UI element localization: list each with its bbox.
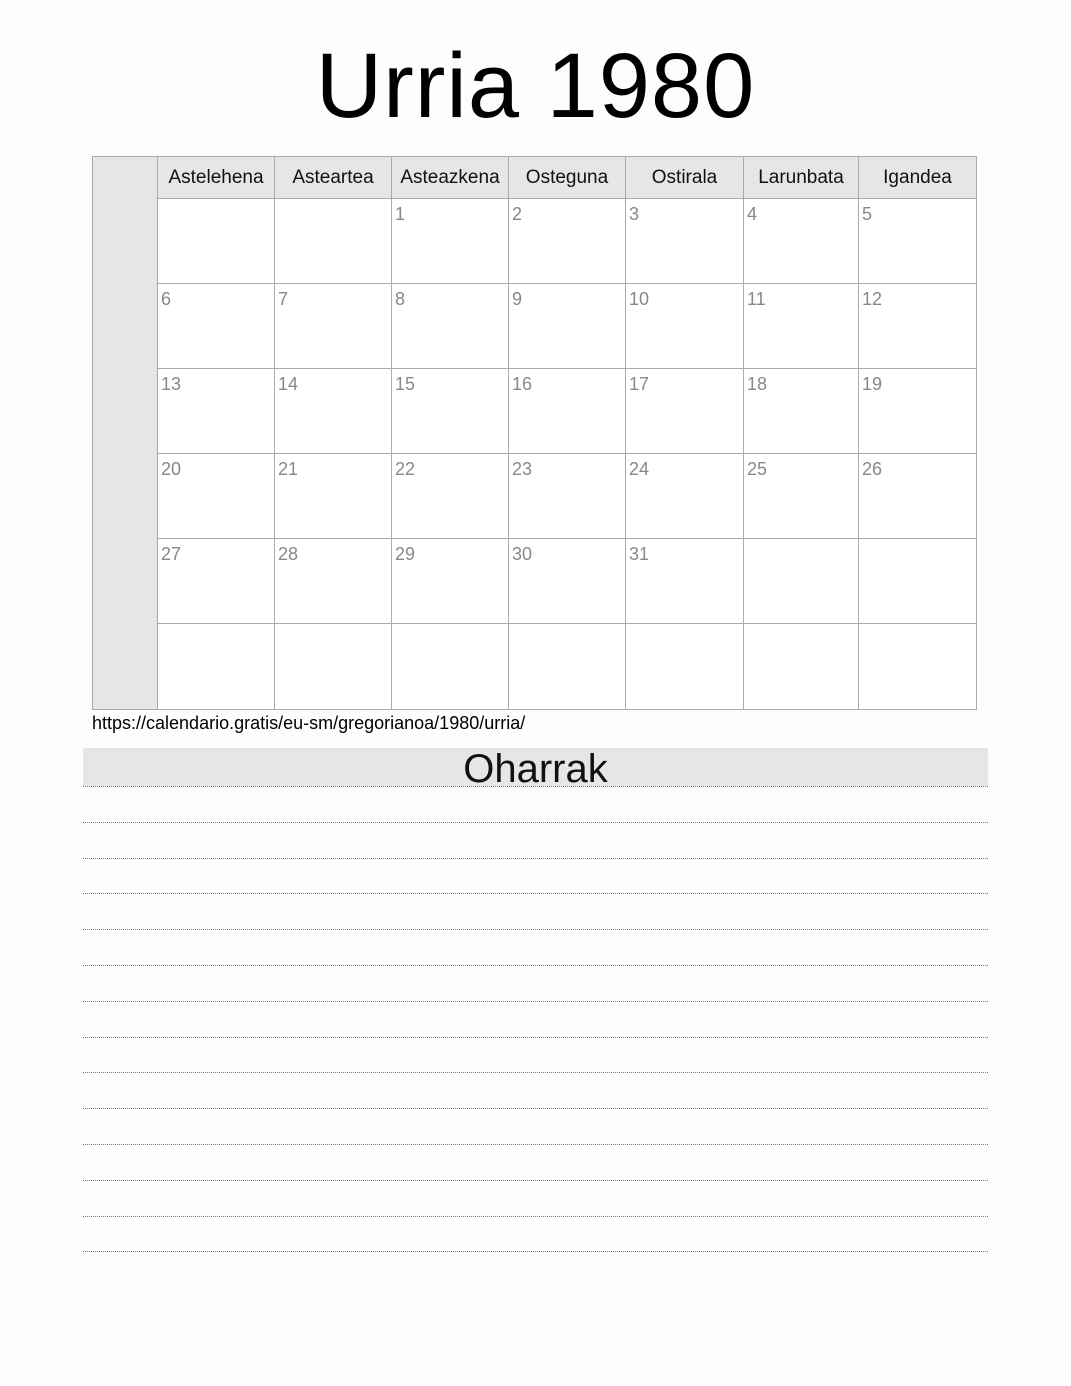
note-line <box>83 1180 988 1181</box>
week-number-column <box>93 157 158 709</box>
day-cell <box>859 369 976 454</box>
weekday-header: Ostirala <box>626 157 744 199</box>
day-number: 11 <box>747 289 766 309</box>
day-number: 8 <box>395 289 406 309</box>
note-line <box>83 1108 988 1109</box>
day-cell <box>392 284 509 369</box>
day-cell <box>744 539 859 624</box>
day-cell <box>392 539 509 624</box>
note-line <box>83 1144 988 1145</box>
calendar-grid <box>158 157 976 709</box>
weekday-header: Osteguna <box>509 157 626 199</box>
day-number: 9 <box>512 289 523 309</box>
day-cell <box>744 284 859 369</box>
note-line <box>83 822 988 823</box>
weekday-header: Asteartea <box>275 157 392 199</box>
weekday-header: Igandea <box>859 157 976 199</box>
day-number: 1 <box>395 204 406 224</box>
day-number: 16 <box>512 374 533 394</box>
day-cell <box>626 624 744 709</box>
day-number: 21 <box>278 459 299 479</box>
day-number: 20 <box>161 459 182 479</box>
day-number: 4 <box>747 204 758 224</box>
day-number: 10 <box>629 289 650 309</box>
day-cell <box>509 539 626 624</box>
day-number: 2 <box>512 204 523 224</box>
day-cell <box>744 199 859 284</box>
day-number: 24 <box>629 459 650 479</box>
day-number: 7 <box>278 289 289 309</box>
day-number: 5 <box>862 204 873 224</box>
day-cell <box>859 539 976 624</box>
day-cell <box>859 454 976 539</box>
note-line <box>83 1001 988 1002</box>
day-number: 30 <box>512 544 533 564</box>
day-cell <box>509 284 626 369</box>
note-line <box>83 965 988 966</box>
day-number: 14 <box>278 374 299 394</box>
day-cell <box>392 624 509 709</box>
note-line <box>83 786 988 787</box>
day-cell <box>626 199 744 284</box>
day-cell <box>626 369 744 454</box>
day-cell <box>275 539 392 624</box>
day-cell <box>392 454 509 539</box>
calendar-title: Urria 1980 <box>315 35 756 137</box>
day-number: 25 <box>747 459 768 479</box>
day-cell <box>626 539 744 624</box>
day-number: 22 <box>395 459 416 479</box>
day-number: 3 <box>629 204 640 224</box>
month-calendar <box>92 156 977 710</box>
day-cell <box>158 199 275 284</box>
day-number: 17 <box>629 374 650 394</box>
note-line <box>83 929 988 930</box>
day-cell <box>859 624 976 709</box>
note-line <box>83 1072 988 1073</box>
day-cell <box>275 284 392 369</box>
day-cell <box>859 199 976 284</box>
day-number: 27 <box>161 544 182 564</box>
source-url: https://calendario.gratis/eu-sm/gregorianoa/1980/urria/ <box>92 713 526 733</box>
day-cell <box>158 284 275 369</box>
day-cell <box>744 624 859 709</box>
note-line <box>83 1037 988 1038</box>
day-number: 26 <box>862 459 883 479</box>
day-cell <box>626 454 744 539</box>
day-cell <box>392 369 509 454</box>
day-number: 12 <box>862 289 883 309</box>
notes-title: Oharrak <box>83 748 988 786</box>
day-cell <box>158 624 275 709</box>
note-line <box>83 1216 988 1217</box>
day-cell <box>158 539 275 624</box>
day-number: 23 <box>512 459 533 479</box>
day-cell <box>158 454 275 539</box>
day-number: 15 <box>395 374 416 394</box>
day-cell <box>509 454 626 539</box>
weekday-header: Larunbata <box>744 157 859 199</box>
day-number: 19 <box>862 374 883 394</box>
day-cell <box>744 369 859 454</box>
day-number: 13 <box>161 374 182 394</box>
day-number: 18 <box>747 374 768 394</box>
day-cell <box>158 369 275 454</box>
note-line <box>83 1251 988 1252</box>
note-line <box>83 858 988 859</box>
note-line <box>83 893 988 894</box>
day-number: 29 <box>395 544 416 564</box>
day-number: 6 <box>161 289 172 309</box>
day-cell <box>392 199 509 284</box>
day-cell <box>509 624 626 709</box>
day-cell <box>275 454 392 539</box>
day-cell <box>275 624 392 709</box>
day-cell <box>859 284 976 369</box>
weekday-header: Astelehena <box>158 157 275 199</box>
day-number: 28 <box>278 544 299 564</box>
day-cell <box>744 454 859 539</box>
day-cell <box>509 199 626 284</box>
day-cell <box>275 369 392 454</box>
day-number: 31 <box>629 544 650 564</box>
day-cell <box>626 284 744 369</box>
day-cell <box>509 369 626 454</box>
day-cell <box>275 199 392 284</box>
weekday-header: Asteazkena <box>392 157 509 199</box>
